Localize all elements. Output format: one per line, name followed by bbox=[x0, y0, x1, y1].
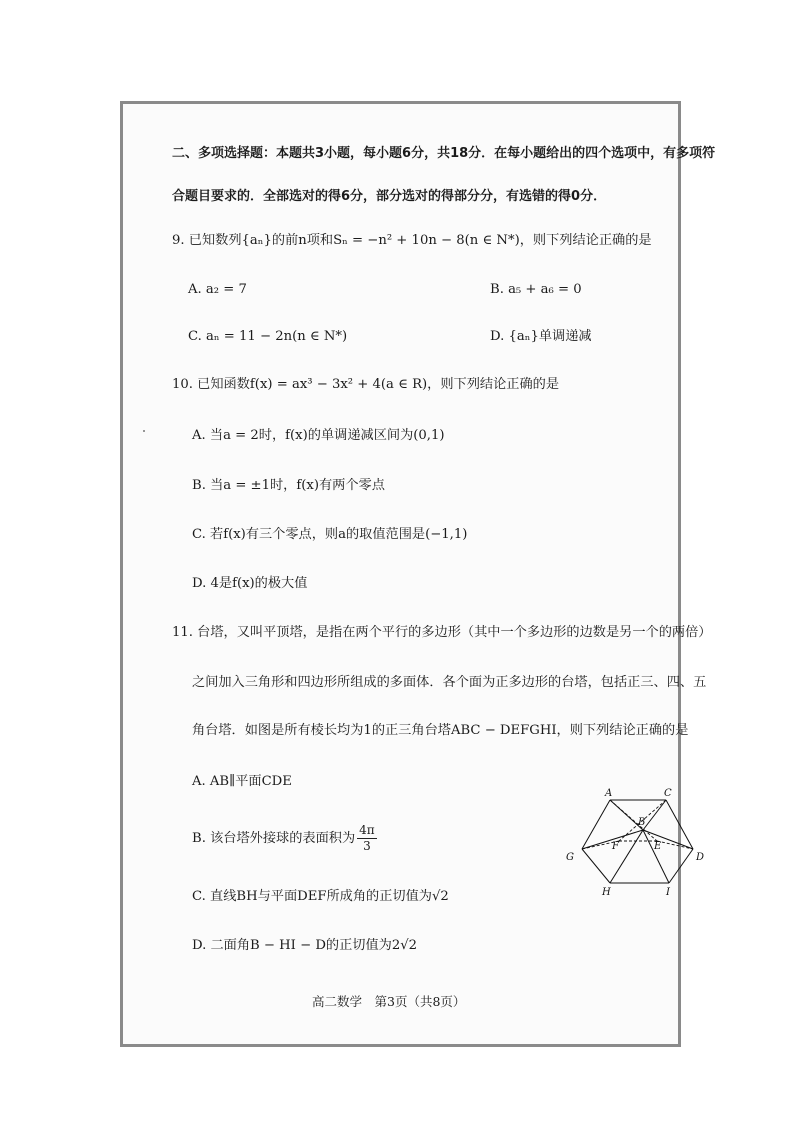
question-10-option-b: B. 当a = ±1时，f(x)有两个零点 bbox=[192, 478, 385, 493]
label-F: F bbox=[612, 841, 619, 852]
question-9-option-b: B. a₅ + a₆ = 0 bbox=[490, 282, 582, 297]
edge-BH bbox=[610, 830, 643, 883]
label-C: C bbox=[664, 788, 672, 799]
question-9-option-c: C. aₙ = 11 − 2n(n ∈ N*) bbox=[188, 329, 348, 344]
fraction-numerator: 4π bbox=[359, 823, 375, 837]
edge-CD bbox=[666, 800, 693, 849]
section-header-line-1: 二、多项选择题：本题共3小题，每小题6分，共18分．在每小题给出的四个选项中，有多项符 bbox=[172, 146, 716, 161]
label-E: E bbox=[654, 841, 662, 852]
label-B: B bbox=[638, 817, 646, 828]
question-10-option-d: D. 4是f(x)的极大值 bbox=[192, 576, 308, 591]
section-header-line-2: 合题目要求的．全部选对的得6分，部分选对的得部分分，有选错的得0分． bbox=[172, 189, 607, 204]
question-10-option-a: A. 当a = 2时，f(x)的单调递减区间为(0,1) bbox=[192, 428, 445, 443]
question-11-option-b bbox=[192, 822, 377, 856]
question-11-stem-line-3: 角台塔．如图是所有棱长均为1的正三角台塔ABC − DEFGHI，则下列结论正确的是 bbox=[192, 723, 689, 738]
question-11-option-b-text: B. 该台塔外接球的表面积为 bbox=[192, 831, 356, 846]
question-11-option-d: D. 二面角B − HI − D的正切值为2√2 bbox=[192, 938, 418, 953]
edge-CB bbox=[643, 800, 666, 830]
question-11-stem-line-1: 11. 台塔，又叫平顶塔，是指在两个平行的多边形（其中一个多边形的边数是另一个的两倍） bbox=[172, 625, 712, 640]
fraction-4pi-over-3 bbox=[357, 823, 377, 854]
question-10-stem: 10. 已知函数f(x) = ax³ − 3x² + 4(a ∈ R)，则下列结论正确的是 bbox=[172, 377, 560, 392]
label-I: I bbox=[666, 887, 670, 898]
question-11-option-a: A. AB∥平面CDE bbox=[192, 774, 292, 789]
question-11-stem-line-2: 之间加入三角形和四边形所组成的多面体．各个面为正多边形的台塔，包括正三、四、五 bbox=[192, 675, 707, 690]
edge-ID bbox=[669, 849, 693, 883]
scan-speck bbox=[143, 430, 145, 432]
fraction-denominator: 3 bbox=[363, 839, 371, 853]
question-10-option-c: C. 若f(x)有三个零点，则a的取值范围是(−1,1) bbox=[192, 527, 468, 542]
label-A: A bbox=[605, 788, 613, 799]
label-D: D bbox=[696, 852, 705, 863]
question-11-option-c: C. 直线BH与平面DEF所成角的正切值为√2 bbox=[192, 889, 449, 904]
question-9-option-a: A. a₂ = 7 bbox=[188, 282, 247, 297]
label-G: G bbox=[566, 852, 574, 863]
edge-GH bbox=[582, 849, 610, 883]
cupola-figure bbox=[560, 785, 710, 900]
question-9-option-d: D. {aₙ}单调递减 bbox=[490, 329, 592, 344]
page-footer: 高二数学 第3页（共8页） bbox=[312, 994, 466, 1009]
label-H: H bbox=[602, 887, 611, 898]
question-9-stem: 9. 已知数列{aₙ}的前n项和Sₙ = −n² + 10n − 8(n ∈ N*)，则下列结论正确的是 bbox=[172, 233, 652, 248]
